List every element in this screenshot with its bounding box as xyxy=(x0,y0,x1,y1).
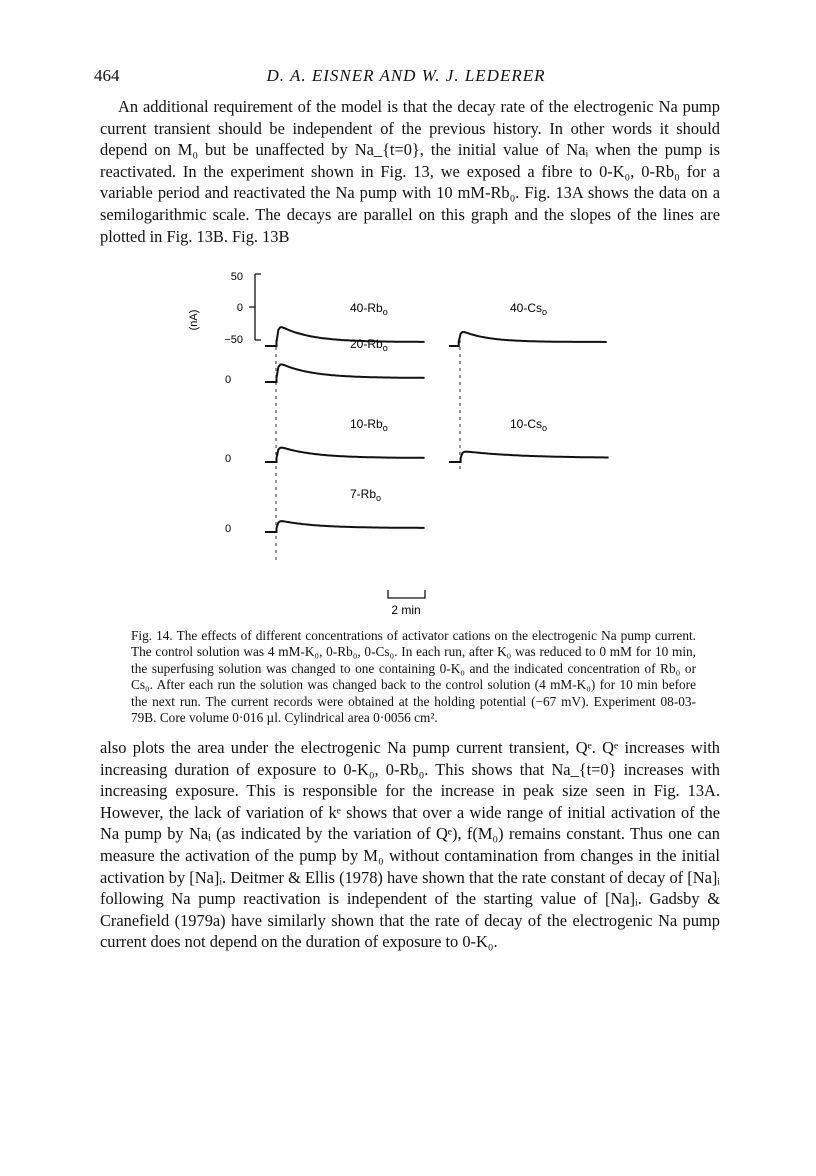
page-number: 464 xyxy=(94,66,120,85)
trace-7-rb xyxy=(265,521,425,532)
y-scale-bar xyxy=(224,271,261,346)
paragraph: also plots the area under the electrogenic Na pump current transient, Qᵉ. Qᵉ increases with increasing duration of exposure to 0-K₀, 0-Rb₀. This shows that Na_{t=0} increases with increasing exposure. This is responsible for the increase in peak size seen in Fig. 13A. However, the lack of variation of kᵉ shows that over a wide range of initial activation of the Na pump by Naᵢ (as indicated by the variation of Qᵉ), f(M₀) remains constant. Thus one can measure the activation of the pump by M₀ without contamination from changes in the initial activation by [Na]ᵢ. Deitmer & Ellis (1978) have shown that the rate constant of decay of [Na]ᵢ following Na pump reactivation is independent of the starting value of [Na]ᵢ. Gadsby & Cranefield (1979a) have similarly shown that the rate of decay of the electrogenic Na pump current does not depend on the duration of exposure to 0-K₀. xyxy=(100,738,720,952)
time-scale-bar xyxy=(388,590,425,617)
zero-mark-row2: 0 xyxy=(225,374,232,386)
running-head-authors: D. A. EISNER AND W. J. LEDERER xyxy=(266,66,546,85)
y-axis-label: (nA) xyxy=(188,309,200,331)
trace-label: $40-Cs_o$ xyxy=(510,301,548,317)
y-tick-0: 0 xyxy=(236,302,243,314)
paragraph: An additional requirement of the model is that the decay rate of the electrogenic Na pump current transient should be independent of the previous history. In other words it should depend on M₀ but be unaffected by Na_{t=0}, the initial value of Naᵢ when the pump is reactivated. In the experiment shown in Fig. 13, we exposed a fibre to 0-K₀, 0-Rb₀ for a variable period and reactivated the Na pump with 10 mM-Rb₀. Fig. 13A shows the data on a semilogarithmic scale. The decays are parallel on this graph and the slopes of the lines are plotted in Fig. 13B. Fig. 13B xyxy=(100,97,720,246)
y-tick-50: 50 xyxy=(230,271,243,283)
trace-label: $10-Cs_o$ xyxy=(510,417,548,433)
figure-14 xyxy=(185,262,625,622)
trace-label: $40-Rb_o$ xyxy=(350,301,388,317)
trace-20-rb xyxy=(265,365,425,383)
running-header xyxy=(94,66,718,88)
body-text-top xyxy=(100,96,720,247)
trace-40-rb xyxy=(265,327,425,346)
zero-mark-row4: 0 xyxy=(225,523,232,535)
zero-mark-row3: 0 xyxy=(225,453,232,465)
y-tick-neg50: −50 xyxy=(224,334,243,346)
trace-10-cs xyxy=(449,452,609,462)
trace-label: $10-Rb_o$ xyxy=(350,417,388,433)
body-text-bottom xyxy=(100,737,720,953)
trace-label: $20-Rb_o$ xyxy=(350,337,388,353)
trace-10-rb xyxy=(265,448,425,462)
trace-label: $7-Rb_o$ xyxy=(350,487,382,503)
trace-40-cs xyxy=(449,332,607,346)
time-scale-label: 2 min xyxy=(391,603,421,617)
figure-caption: Fig. 14. The effects of different concentrations of activator cations on the electrogenic Na pump current. The control solution was 4 mM-K₀, 0-Rb₀, 0-Cs₀. In each run, after K₀ was reduced to 0 mM for 10 min, the superfusing solution was changed to one containing 0-K₀ and the indicated concentration of Rb₀ or Cs₀. After each run the solution was changed back to the control solution (4 mM-K₀) for 10 min before the next run. The current records were obtained at the holding potential (−67 mV). Experiment 08-03-79B. Core volume 0·016 µl. Cylindrical area 0·0056 cm². xyxy=(131,628,696,726)
